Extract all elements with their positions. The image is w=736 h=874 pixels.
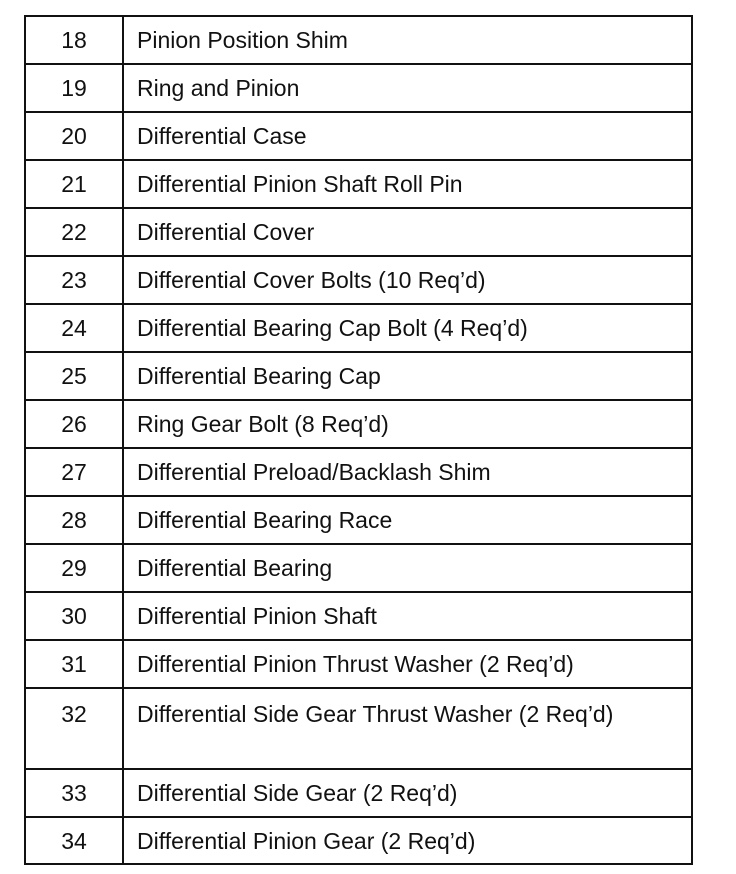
part-number: 21 <box>25 160 123 208</box>
table-row <box>25 688 692 769</box>
part-description: Differential Preload/Backlash Shim <box>123 448 692 496</box>
part-description: Ring and Pinion <box>123 64 692 112</box>
table-row <box>25 544 692 592</box>
part-description: Differential Cover Bolts (10 Req’d) <box>123 256 692 304</box>
part-description: Differential Bearing Cap Bolt (4 Req’d) <box>123 304 692 352</box>
part-description: Differential Pinion Shaft <box>123 592 692 640</box>
part-description: Pinion Position Shim <box>123 16 692 64</box>
table-row <box>25 64 692 112</box>
part-number: 33 <box>25 769 123 817</box>
part-number: 34 <box>25 817 123 864</box>
table-row <box>25 16 692 64</box>
table-row <box>25 640 692 688</box>
part-description: Ring Gear Bolt (8 Req’d) <box>123 400 692 448</box>
part-number: 30 <box>25 592 123 640</box>
part-description: Differential Cover <box>123 208 692 256</box>
part-number: 26 <box>25 400 123 448</box>
table-row <box>25 256 692 304</box>
part-description: Differential Case <box>123 112 692 160</box>
table-row <box>25 400 692 448</box>
part-description: Differential Side Gear Thrust Washer (2 Req’d) <box>123 688 692 769</box>
table-row <box>25 448 692 496</box>
part-description: Differential Bearing Race <box>123 496 692 544</box>
table-row <box>25 304 692 352</box>
part-number: 23 <box>25 256 123 304</box>
part-number: 18 <box>25 16 123 64</box>
part-description: Differential Bearing <box>123 544 692 592</box>
part-number: 28 <box>25 496 123 544</box>
table-row <box>25 496 692 544</box>
table-row <box>25 112 692 160</box>
part-number: 19 <box>25 64 123 112</box>
part-number: 32 <box>25 688 123 769</box>
part-number: 24 <box>25 304 123 352</box>
part-description: Differential Pinion Shaft Roll Pin <box>123 160 692 208</box>
table-row <box>25 208 692 256</box>
table-row <box>25 592 692 640</box>
part-description: Differential Side Gear (2 Req’d) <box>123 769 692 817</box>
part-number: 25 <box>25 352 123 400</box>
parts-table-body <box>25 16 692 864</box>
part-description: Differential Pinion Thrust Washer (2 Req’d) <box>123 640 692 688</box>
part-number: 29 <box>25 544 123 592</box>
part-number: 22 <box>25 208 123 256</box>
part-number: 27 <box>25 448 123 496</box>
part-number: 20 <box>25 112 123 160</box>
table-row <box>25 352 692 400</box>
part-description: Differential Pinion Gear (2 Req’d) <box>123 817 692 864</box>
table-row <box>25 769 692 817</box>
table-row <box>25 160 692 208</box>
part-description: Differential Bearing Cap <box>123 352 692 400</box>
table-row <box>25 817 692 864</box>
parts-table <box>24 15 693 865</box>
part-number: 31 <box>25 640 123 688</box>
